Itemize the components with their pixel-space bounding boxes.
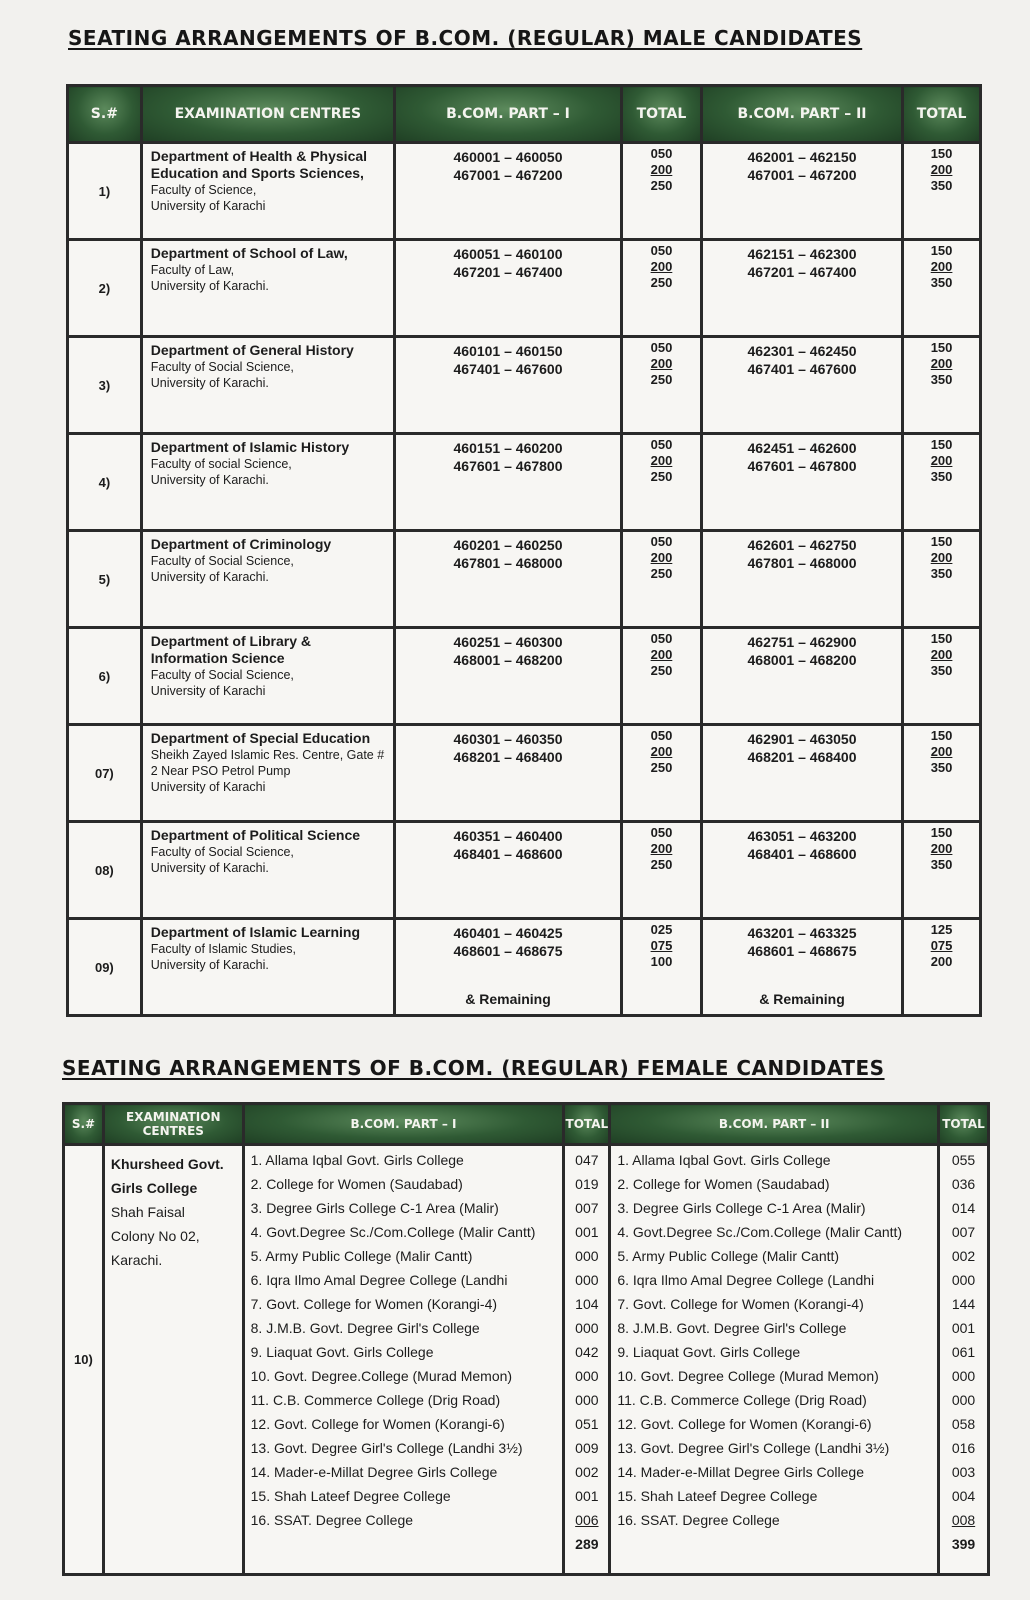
college-total: 000	[575, 1320, 599, 1336]
college-item: 4. Govt.Degree Sc./Com.College (Malir Cantt)	[617, 1224, 903, 1240]
header-part-2: B.COM. PART – II	[610, 1104, 939, 1145]
roll-range: 468001 – 468200	[747, 652, 857, 668]
exam-centre	[141, 240, 394, 337]
part1-total	[622, 143, 702, 240]
college-total: 007	[575, 1200, 599, 1216]
sum: 100	[650, 954, 673, 969]
part1-roll-ranges	[394, 725, 621, 822]
sum: 250	[650, 566, 673, 581]
faculty-name: Faculty of Social Science,	[150, 668, 294, 682]
table-row	[68, 822, 981, 919]
count: 200	[650, 744, 673, 759]
part2-roll-ranges	[701, 434, 902, 531]
roll-range: 467001 – 467200	[747, 167, 857, 183]
college-total: 014	[951, 1200, 976, 1216]
college-total: 008	[951, 1512, 976, 1528]
roll-range: 462001 – 462150	[747, 149, 857, 165]
centre-line: Karachi.	[110, 1252, 163, 1268]
university-name: University of Karachi.	[150, 958, 269, 972]
university-name: University of Karachi	[150, 199, 266, 213]
roll-range: 462451 – 462600	[747, 440, 857, 456]
part1-college-list	[243, 1145, 564, 1575]
faculty-name: Faculty of Social Science,	[150, 360, 294, 374]
part2-college-list	[610, 1145, 939, 1575]
count: 050	[650, 243, 673, 258]
count: 150	[930, 437, 953, 452]
count: 075	[930, 938, 953, 953]
roll-range: 460201 – 460250	[453, 537, 563, 553]
count: 200	[930, 647, 953, 662]
part2-total	[903, 919, 981, 1016]
row-sno: 1)	[68, 143, 142, 240]
count: 150	[930, 631, 953, 646]
count: 050	[650, 631, 673, 646]
college-item: 12. Govt. College for Women (Korangi-6)	[250, 1416, 505, 1432]
count: 200	[930, 744, 953, 759]
college-item: 16. SSAT. Degree College	[250, 1512, 414, 1528]
count: 200	[650, 453, 673, 468]
count: 200	[930, 259, 953, 274]
roll-range: 468601 – 468675	[453, 943, 563, 959]
part1-roll-ranges	[394, 434, 621, 531]
college-item: 2. College for Women (Saudabad)	[250, 1176, 463, 1192]
header-examination-centres: EXAMINATION CENTRES	[141, 86, 394, 143]
university-name: University of Karachi.	[150, 376, 269, 390]
roll-range: 467201 – 467400	[747, 264, 857, 280]
roll-range: 467401 – 467600	[747, 361, 857, 377]
count: 050	[650, 825, 673, 840]
header-sno: S.#	[68, 86, 142, 143]
roll-range: 468601 – 468675	[747, 943, 857, 959]
header-sno: S.#	[64, 1104, 104, 1145]
college-item: 16. SSAT. Degree College	[617, 1512, 780, 1528]
male-section-title: SEATING ARRANGEMENTS OF B.COM. (REGULAR) MALE CANDIDATES	[68, 26, 863, 50]
college-total: 001	[575, 1488, 599, 1504]
roll-range: 460251 – 460300	[453, 634, 563, 650]
sum: 350	[930, 760, 953, 775]
roll-range: 467801 – 468000	[747, 555, 857, 571]
college-item: 5. Army Public College (Malir Cantt)	[250, 1248, 473, 1264]
part1-total	[622, 822, 702, 919]
college-item: 7. Govt. College for Women (Korangi-4)	[250, 1296, 498, 1312]
exam-centre	[141, 725, 394, 822]
college-item: 13. Govt. Degree Girl's College (Landhi 3½)	[250, 1440, 523, 1456]
count: 150	[930, 243, 953, 258]
sum: 350	[930, 178, 953, 193]
sum: 250	[650, 857, 673, 872]
college-item: 1. Allama Iqbal Govt. Girls College	[250, 1152, 464, 1168]
faculty-name: Faculty of Social Science,	[150, 845, 294, 859]
sum: 350	[930, 857, 953, 872]
remaining-note: & Remaining	[759, 991, 845, 1007]
part1-totals	[564, 1145, 610, 1575]
count: 050	[650, 146, 673, 161]
table-row	[68, 240, 981, 337]
roll-range: 460351 – 460400	[453, 828, 563, 844]
part1-total	[622, 725, 702, 822]
part2-total	[903, 725, 981, 822]
part2-roll-ranges	[701, 143, 902, 240]
part1-total	[622, 434, 702, 531]
part2-total	[903, 240, 981, 337]
part1-total	[622, 919, 702, 1016]
sum: 250	[650, 372, 673, 387]
part2-total	[903, 143, 981, 240]
college-total: 051	[575, 1416, 599, 1432]
college-total: 002	[951, 1248, 976, 1264]
college-total: 000	[575, 1248, 599, 1264]
part1-roll-ranges	[394, 919, 621, 1016]
part2-total	[903, 628, 981, 725]
roll-range: 467601 – 467800	[453, 458, 563, 474]
college-item: 6. Iqra Ilmo Amal Degree College (Landhi	[250, 1272, 508, 1288]
part2-roll-ranges	[701, 337, 902, 434]
college-item: 2. College for Women (Saudabad)	[617, 1176, 830, 1192]
roll-range: 467401 – 467600	[453, 361, 563, 377]
exam-centre	[141, 337, 394, 434]
exam-centre	[141, 143, 394, 240]
header-total-1: TOTAL	[622, 86, 702, 143]
department-name: Department of Political Science	[150, 827, 361, 843]
college-item: 11. C.B. Commerce College (Drig Road)	[250, 1392, 501, 1408]
count: 050	[650, 728, 673, 743]
table-row	[68, 725, 981, 822]
college-item: 15. Shah Lateef Degree College	[250, 1488, 451, 1504]
part2-totals	[938, 1145, 988, 1575]
college-item: 5. Army Public College (Malir Cantt)	[617, 1248, 840, 1264]
college-total: 016	[951, 1440, 976, 1456]
faculty-name: Faculty of Social Science,	[150, 554, 294, 568]
row-sno: 2)	[68, 240, 142, 337]
part1-roll-ranges	[394, 143, 621, 240]
part2-roll-ranges	[701, 240, 902, 337]
college-item: 6. Iqra Ilmo Amal Degree College (Landhi	[617, 1272, 875, 1288]
count: 200	[650, 259, 673, 274]
roll-range: 468201 – 468400	[453, 749, 563, 765]
table-row	[68, 434, 981, 531]
roll-range: 462301 – 462450	[747, 343, 857, 359]
sum: 250	[650, 469, 673, 484]
roll-range: 467801 – 468000	[453, 555, 563, 571]
centre-line: Colony No 02,	[110, 1228, 200, 1244]
department-name: Department of Islamic History	[150, 439, 350, 455]
college-total: 019	[575, 1176, 599, 1192]
part1-roll-ranges	[394, 337, 621, 434]
table-row	[68, 337, 981, 434]
female-table-header	[64, 1104, 989, 1145]
college-total: 061	[951, 1344, 976, 1360]
count: 150	[930, 534, 953, 549]
part2-total	[903, 337, 981, 434]
row-sno: 09)	[68, 919, 142, 1016]
college-item: 7. Govt. College for Women (Korangi-4)	[617, 1296, 864, 1312]
male-seating-table	[66, 84, 982, 1017]
department-name: Department of Library & Information Science	[150, 633, 311, 666]
roll-range: 460301 – 460350	[453, 731, 563, 747]
college-total: 000	[951, 1272, 976, 1288]
count: 150	[930, 146, 953, 161]
university-name: University of Karachi.	[150, 861, 269, 875]
college-total: 055	[951, 1152, 976, 1168]
college-item: 8. J.M.B. Govt. Degree Girl's College	[250, 1320, 480, 1336]
roll-range: 460401 – 460425	[453, 925, 563, 941]
department-name: Department of Health & Physical Education and Sports Sciences,	[150, 148, 368, 181]
count: 075	[650, 938, 673, 953]
row-sno: 08)	[68, 822, 142, 919]
female-section-title: SEATING ARRANGEMENTS OF B.COM. (REGULAR) FEMALE CANDIDATES	[62, 1056, 885, 1080]
roll-range: 468201 – 468400	[747, 749, 857, 765]
roll-range: 467201 – 467400	[453, 264, 563, 280]
count: 150	[930, 340, 953, 355]
college-total: 007	[951, 1224, 976, 1240]
college-item: 9. Liaquat Govt. Girls College	[250, 1344, 434, 1360]
college-total: 000	[575, 1272, 599, 1288]
count: 200	[930, 162, 953, 177]
count: 200	[930, 453, 953, 468]
exam-centre	[141, 822, 394, 919]
part1-roll-ranges	[394, 628, 621, 725]
college-total: 000	[951, 1368, 976, 1384]
part1-total	[622, 240, 702, 337]
faculty-name: Faculty of Law,	[150, 263, 235, 277]
male-table-header	[68, 86, 981, 143]
department-name: Department of General History	[150, 342, 354, 358]
roll-range: 463051 – 463200	[747, 828, 857, 844]
count: 200	[650, 356, 673, 371]
sum: 250	[650, 760, 673, 775]
college-item: 13. Govt. Degree Girl's College (Landhi 3½)	[617, 1440, 890, 1456]
count: 025	[650, 922, 673, 937]
table-row	[68, 628, 981, 725]
college-total: 000	[575, 1392, 599, 1408]
row-sno: 6)	[68, 628, 142, 725]
part1-total	[622, 531, 702, 628]
roll-range: 460101 – 460150	[453, 343, 563, 359]
college-item: 15. Shah Lateef Degree College	[617, 1488, 818, 1504]
college-total: 042	[575, 1344, 599, 1360]
college-item: 14. Mader-e-Millat Degree Girls College	[617, 1464, 864, 1480]
sum: 250	[650, 663, 673, 678]
centre-line: Girls College	[110, 1180, 198, 1196]
header-part-1: B.COM. PART – I	[394, 86, 621, 143]
row-sno: 4)	[68, 434, 142, 531]
faculty-name: Faculty of social Science,	[150, 457, 292, 471]
count: 050	[650, 340, 673, 355]
exam-centre	[141, 628, 394, 725]
row-sno: 10)	[64, 1145, 104, 1575]
count: 050	[650, 437, 673, 452]
count: 200	[650, 550, 673, 565]
college-item: 11. C.B. Commerce College (Drig Road)	[617, 1392, 867, 1408]
sum: 200	[930, 954, 953, 969]
header-part-2: B.COM. PART – II	[701, 86, 902, 143]
college-item: 10. Govt. Degree College (Murad Memon)	[617, 1368, 879, 1384]
university-name: University of Karachi	[150, 684, 266, 698]
roll-range: 460151 – 460200	[453, 440, 563, 456]
roll-range: 460001 – 460050	[453, 149, 563, 165]
centre-line: Khursheed Govt.	[110, 1156, 224, 1172]
count: 200	[650, 841, 673, 856]
sum: 350	[930, 372, 953, 387]
roll-range: 467601 – 467800	[747, 458, 857, 474]
female-seating-table	[62, 1102, 990, 1576]
part1-total	[622, 337, 702, 434]
roll-range: 462151 – 462300	[747, 246, 857, 262]
department-name: Department of Islamic Learning	[150, 924, 361, 940]
college-total: 144	[951, 1296, 976, 1312]
part2-roll-ranges	[701, 628, 902, 725]
part2-roll-ranges	[701, 725, 902, 822]
college-item: 10. Govt. Degree.College (Murad Memon)	[250, 1368, 513, 1384]
header-total-2: TOTAL	[903, 86, 981, 143]
roll-range: 462751 – 462900	[747, 634, 857, 650]
header-examination-centres: EXAMINATION CENTRES	[103, 1104, 243, 1145]
college-item: 14. Mader-e-Millat Degree Girls College	[250, 1464, 498, 1480]
grand-total: 289	[575, 1536, 599, 1552]
header-total-2: TOTAL	[938, 1104, 988, 1145]
faculty-name: Faculty of Islamic Studies,	[150, 942, 296, 956]
college-item: 9. Liaquat Govt. Girls College	[617, 1344, 801, 1360]
header-total-1: TOTAL	[564, 1104, 610, 1145]
university-name: University of Karachi	[150, 780, 266, 794]
college-total: 001	[575, 1224, 599, 1240]
part2-total	[903, 822, 981, 919]
college-total: 058	[951, 1416, 976, 1432]
faculty-name: Sheikh Zayed Islamic Res. Centre, Gate # 2 Near PSO Petrol Pump	[150, 748, 385, 778]
roll-range: 460051 – 460100	[453, 246, 563, 262]
part2-roll-ranges	[701, 531, 902, 628]
college-total: 104	[575, 1296, 599, 1312]
college-total: 001	[951, 1320, 976, 1336]
college-item: 12. Govt. College for Women (Korangi-6)	[617, 1416, 872, 1432]
college-total: 004	[951, 1488, 976, 1504]
sum: 350	[930, 275, 953, 290]
college-total: 009	[575, 1440, 599, 1456]
sum: 250	[650, 178, 673, 193]
count: 200	[650, 162, 673, 177]
college-total: 003	[951, 1464, 976, 1480]
department-name: Department of Special Education	[150, 730, 371, 746]
table-row	[68, 919, 981, 1016]
part1-roll-ranges	[394, 240, 621, 337]
roll-range: 467001 – 467200	[453, 167, 563, 183]
sum: 350	[930, 663, 953, 678]
count: 150	[930, 825, 953, 840]
college-item: 1. Allama Iqbal Govt. Girls College	[617, 1152, 831, 1168]
faculty-name: Faculty of Science,	[150, 183, 257, 197]
college-item: 3. Degree Girls College C-1 Area (Malir)	[617, 1200, 866, 1216]
roll-range: 462901 – 463050	[747, 731, 857, 747]
university-name: University of Karachi.	[150, 279, 269, 293]
part2-total	[903, 531, 981, 628]
header-part-1: B.COM. PART – I	[243, 1104, 564, 1145]
roll-range: 468001 – 468200	[453, 652, 563, 668]
college-item: 3. Degree Girls College C-1 Area (Malir)	[250, 1200, 499, 1216]
count: 200	[930, 356, 953, 371]
department-name: Department of Criminology	[150, 536, 332, 552]
female-table-row	[64, 1145, 989, 1575]
count: 200	[930, 841, 953, 856]
part1-roll-ranges	[394, 531, 621, 628]
roll-range: 468401 – 468600	[747, 846, 857, 862]
centre-line: Shah Faisal	[110, 1204, 185, 1220]
count: 200	[650, 647, 673, 662]
college-total: 036	[951, 1176, 976, 1192]
college-total: 000	[575, 1368, 599, 1384]
exam-centre	[141, 434, 394, 531]
sum: 350	[930, 566, 953, 581]
college-total: 002	[575, 1464, 599, 1480]
row-sno: 3)	[68, 337, 142, 434]
grand-total: 399	[951, 1536, 976, 1552]
college-item: 4. Govt.Degree Sc./Com.College (Malir Cantt)	[250, 1224, 536, 1240]
exam-centre	[141, 919, 394, 1016]
row-sno: 5)	[68, 531, 142, 628]
count: 200	[930, 550, 953, 565]
roll-range: 463201 – 463325	[747, 925, 857, 941]
female-exam-centre	[103, 1145, 243, 1575]
table-row	[68, 531, 981, 628]
roll-range: 468401 – 468600	[453, 846, 563, 862]
table-row	[68, 143, 981, 240]
college-total: 000	[951, 1392, 976, 1408]
part1-total	[622, 628, 702, 725]
department-name: Department of School of Law,	[150, 245, 348, 261]
part2-roll-ranges	[701, 822, 902, 919]
count: 050	[650, 534, 673, 549]
college-total: 006	[575, 1512, 599, 1528]
college-item: 8. J.M.B. Govt. Degree Girl's College	[617, 1320, 847, 1336]
count: 150	[930, 728, 953, 743]
university-name: University of Karachi.	[150, 473, 269, 487]
roll-range: 462601 – 462750	[747, 537, 857, 553]
sum: 250	[650, 275, 673, 290]
sum: 350	[930, 469, 953, 484]
row-sno: 07)	[68, 725, 142, 822]
count: 125	[930, 922, 953, 937]
part2-roll-ranges	[701, 919, 902, 1016]
part1-roll-ranges	[394, 822, 621, 919]
exam-centre	[141, 531, 394, 628]
part2-total	[903, 434, 981, 531]
remaining-note: & Remaining	[465, 991, 551, 1007]
college-total: 047	[575, 1152, 599, 1168]
university-name: University of Karachi.	[150, 570, 269, 584]
